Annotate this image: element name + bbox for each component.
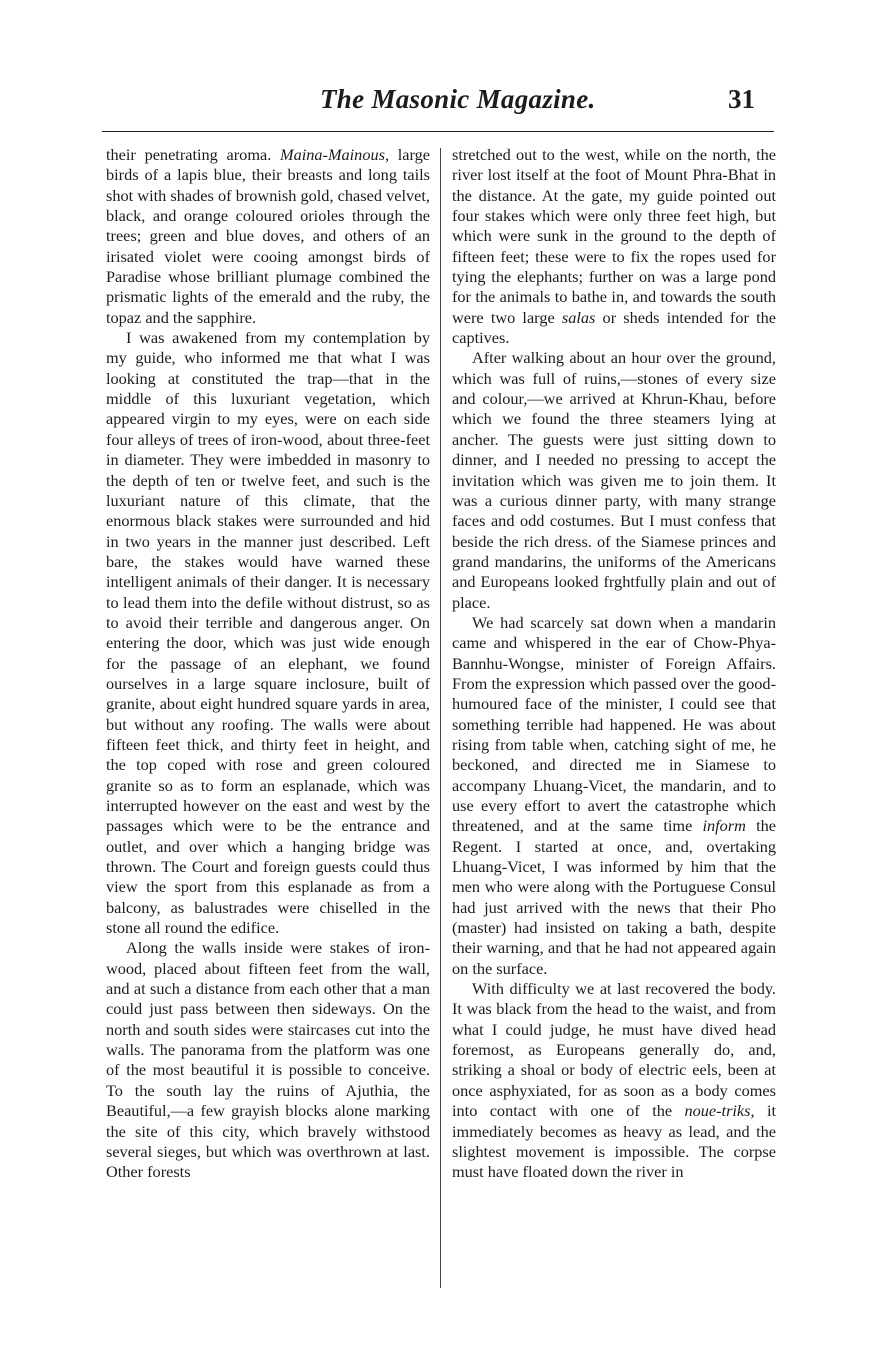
header-rule xyxy=(102,131,774,132)
paragraph-continued xyxy=(106,145,430,328)
text-run: it immediately becomes as heavy as lead, and the slightest movement is impossible. The corpse must have floated down the river in xyxy=(452,1101,776,1182)
paragraph-dinner-party: After walking about an hour over the ground, which was full of ruins,—stones of every size and colour,—we arrived at Khrun-Khau, before which we found the three steamers lying at ancher. The guests were just sitting down to dinner, and I needed no pressing to accept the invitation which was given me to join them. It was a curious dinner party, with many strange faces and odd costumes. But I must confess that beside the rich dress. of the Siamese princes and grand mandarins, the uniforms of the Americans and Europeans looked frghtfully plain and out of place. xyxy=(452,348,776,612)
text-run: stretched out to the west, while on the north, the river lost itself at the foot of Mount Phra-Bhat in the distance. At the gate, my guide pointed out four stakes which were only three feet high, but which were sunk in the ground to the depth of fifteen feet; these were to fix the ropes used for tying the elephants; further on was a large pond for the animals to bathe in, and towards the south were two large xyxy=(452,145,776,327)
left-column xyxy=(106,145,430,1183)
right-column xyxy=(452,145,776,1183)
text-run: With difficulty we at last recovered the body. It was black from the head to the waist, and from what I could judge, he must have dived head foremost, as Europeans generally do, and, striking a shoal or body of electric eels, been at once asphyxiated, for as soon as a body comes into contact with one of the xyxy=(452,979,776,1121)
italic-word-salas: salas xyxy=(561,307,596,327)
journal-title: The Masonic Magazine. xyxy=(320,84,596,114)
italic-word-noue-triks: noue-triks, xyxy=(684,1101,755,1121)
text-run: or sheds intended for the captives. xyxy=(452,307,776,348)
page-number: 31 xyxy=(728,84,755,114)
paragraph-forests xyxy=(452,145,776,348)
text-run: We had scarcely sat down when a mandarin came and whispered in the ear of Chow-Phya-Bannhu-Wongse, minister of Foreign Affairs. From the expression which passed over the good-humoured face of the minister, I could see that something terrible had happened. He was about rising from table when, catching sight of me, he beckoned, and directed me in Siamese to accompany Lhuang-Vicet, the mandarin, and to use every effort to avert the catastrophe which threatened, and at the same time xyxy=(452,612,776,836)
running-head xyxy=(0,84,883,124)
italic-species-name: Maina-Mainous, xyxy=(280,145,390,164)
paragraph-recovered-body xyxy=(452,979,776,1182)
paragraph-trap-description: I was awakened from my contemplation by my guide, who informed me that what I was looking at constituted the trap—that in the middle of this luxuriant vegetation, which appeared virgin to my eyes, were on each side four alleys of trees of iron-wood, about three-feet in diameter. They were imbedded in masonry to the depth of ten or twelve feet, and such is the luxuriant nature of this climate, that the enormous black stakes were surrounded and hid in two years in the manner just described. Left bare, the stakes would have warned these intelligent animals of their danger. It is necessary to lead them into the defile without distrust, so as to avoid their terrible and dangerous anger. On entering the door, which was just wide enough for the passage of an elephant, we found ourselves in a large square inclosure, built of granite, about eight hundred square yards in area, but without any roofing. The walls were about fifteen feet thick, and thirty feet in height, and the top coped with rose and green coloured granite so as to form an esplanade, which was interrupted however on the east and west by the passages which were to be the entrance and outlet, and over which a hanging bridge was thrown. The Court and foreign guests could thus view the sport from this esplanade as from a balcony, as balustrades were chiselled in the stone all round the edifice. xyxy=(106,328,430,938)
paragraph-walls-panorama: Along the walls inside were stakes of iron-wood, placed about fifteen feet from the wall, and at such a distance from each other that a man could just pass between then sideways. On the north and south sides were staircases cut into the walls. The panorama from the platform was one of the most beautiful it is possible to conceive. To the south lay the ruins of Ajuthia, the Beautiful,—a few grayish blocks alone marking the site of this city, which bravely withstood several sieges, but which was overthrown at last. Other forests xyxy=(106,938,430,1182)
text-run: their penetrating aroma. xyxy=(106,145,281,164)
paragraph-mandarin-news xyxy=(452,613,776,979)
text-run: the Regent. I started at once, and, overtaking Lhuang-Vicet, I was informed by him that the men who were along with the Portuguese Consul had just arrived with the news that their Pho (master) had insisted on taking a bath, despite their warning, and that he had not appeared again on the surface. xyxy=(452,816,776,978)
italic-word-inform: inform xyxy=(702,816,746,836)
column-divider xyxy=(440,148,441,1288)
text-run: large birds of a lapis blue, their breasts and long tails shot with shades of brownish gold, chased velvet, black, and orange coloured orioles through the trees; green and blue doves, and others of an irisated violet were cooing amongst birds of Paradise whose brilliant plumage combined the prismatic lights of the emerald and the ruby, the topaz and the sapphire. xyxy=(106,145,430,327)
